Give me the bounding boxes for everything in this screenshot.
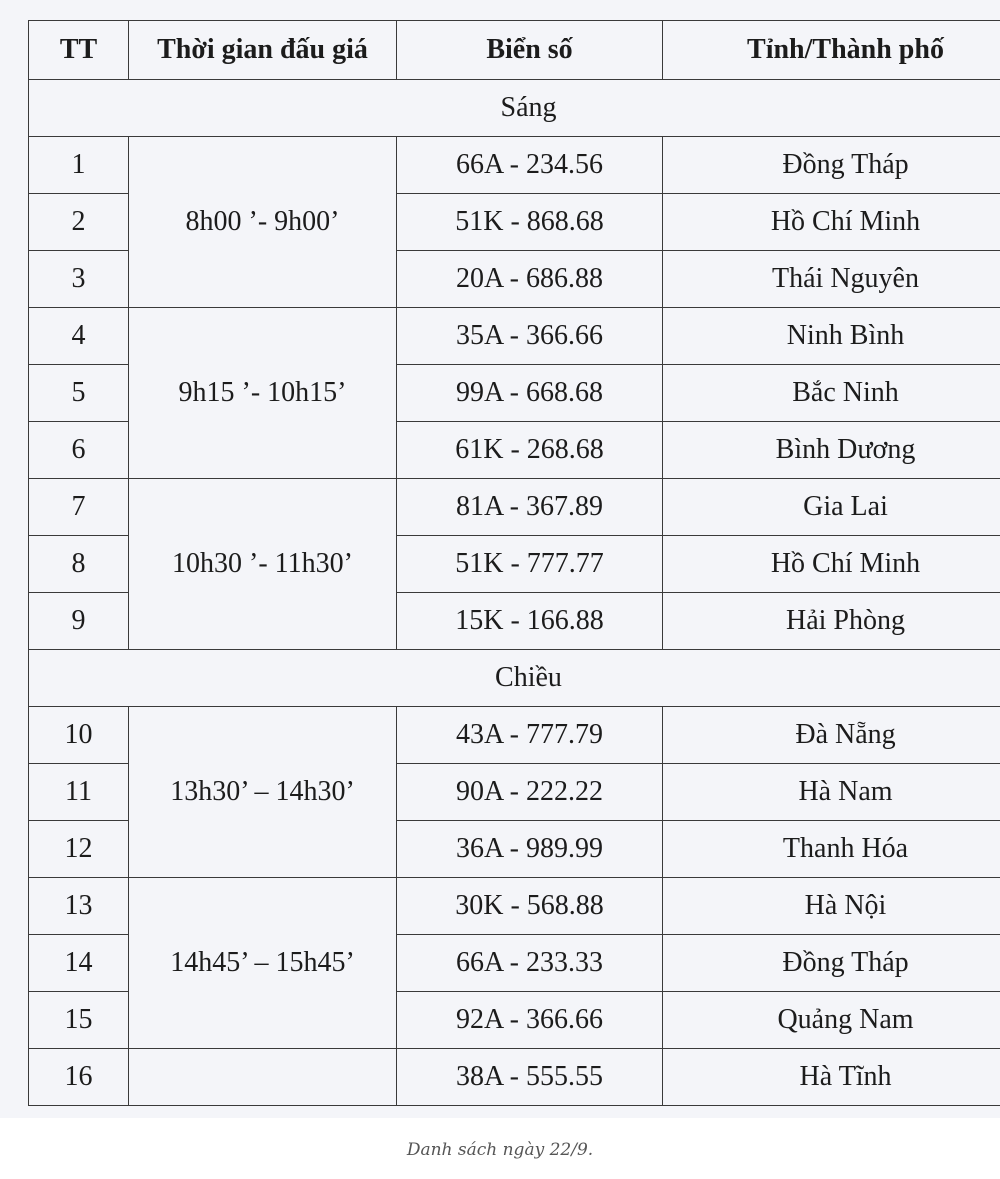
cell-auction-time: 9h15 ’- 10h15’ — [129, 308, 397, 479]
cell-province: Đồng Tháp — [663, 137, 1000, 194]
section-label: Chiều — [29, 650, 1000, 707]
cell-province: Quảng Nam — [663, 992, 1000, 1049]
cell-tt: 6 — [29, 422, 129, 479]
cell-plate-number: 92A - 366.66 — [397, 992, 663, 1049]
header-time: Thời gian đấu giá — [129, 21, 397, 80]
section-row — [29, 80, 1000, 137]
cell-tt: 12 — [29, 821, 129, 878]
cell-province: Thái Nguyên — [663, 251, 1000, 308]
cell-tt: 15 — [29, 992, 129, 1049]
cell-province: Đồng Tháp — [663, 935, 1000, 992]
cell-province: Ninh Bình — [663, 308, 1000, 365]
section-label: Sáng — [29, 80, 1000, 137]
cell-plate-number: 66A - 234.56 — [397, 137, 663, 194]
cell-province: Hồ Chí Minh — [663, 536, 1000, 593]
header-tt: TT — [29, 21, 129, 80]
cell-plate-number: 61K - 268.68 — [397, 422, 663, 479]
table-row — [29, 1049, 1000, 1106]
cell-tt: 5 — [29, 365, 129, 422]
auction-schedule-table — [28, 20, 1000, 1106]
header-row — [29, 21, 1000, 80]
cell-auction-time: 10h30 ’- 11h30’ — [129, 479, 397, 650]
table-body — [29, 80, 1000, 1106]
cell-plate-number: 99A - 668.68 — [397, 365, 663, 422]
cell-province: Hải Phòng — [663, 593, 1000, 650]
cell-province: Đà Nẵng — [663, 707, 1000, 764]
cell-auction-time — [129, 1049, 397, 1106]
cell-tt: 13 — [29, 878, 129, 935]
cell-plate-number: 20A - 686.88 — [397, 251, 663, 308]
cell-tt: 9 — [29, 593, 129, 650]
cell-province: Hồ Chí Minh — [663, 194, 1000, 251]
cell-tt: 2 — [29, 194, 129, 251]
cell-tt: 16 — [29, 1049, 129, 1106]
header-province: Tỉnh/Thành phố — [663, 21, 1000, 80]
cell-tt: 1 — [29, 137, 129, 194]
cell-tt: 8 — [29, 536, 129, 593]
cell-province: Thanh Hóa — [663, 821, 1000, 878]
cell-plate-number: 30K - 568.88 — [397, 878, 663, 935]
cell-tt: 10 — [29, 707, 129, 764]
header-plate: Biển số — [397, 21, 663, 80]
cell-tt: 11 — [29, 764, 129, 821]
image-caption: Danh sách ngày 22/9. — [406, 1140, 594, 1160]
cell-province: Hà Nam — [663, 764, 1000, 821]
table-row — [29, 479, 1000, 536]
cell-province: Hà Tĩnh — [663, 1049, 1000, 1106]
cell-tt: 4 — [29, 308, 129, 365]
cell-plate-number: 66A - 233.33 — [397, 935, 663, 992]
cell-tt: 7 — [29, 479, 129, 536]
cell-tt: 3 — [29, 251, 129, 308]
cell-province: Bình Dương — [663, 422, 1000, 479]
cell-province: Hà Nội — [663, 878, 1000, 935]
cell-tt: 14 — [29, 935, 129, 992]
cell-province: Gia Lai — [663, 479, 1000, 536]
cell-auction-time: 13h30’ – 14h30’ — [129, 707, 397, 878]
cell-auction-time: 14h45’ – 15h45’ — [129, 878, 397, 1049]
table-row — [29, 878, 1000, 935]
cell-plate-number: 90A - 222.22 — [397, 764, 663, 821]
cell-plate-number: 35A - 366.66 — [397, 308, 663, 365]
cell-auction-time: 8h00 ’- 9h00’ — [129, 137, 397, 308]
cell-plate-number: 51K - 868.68 — [397, 194, 663, 251]
section-row — [29, 650, 1000, 707]
table-row — [29, 308, 1000, 365]
cell-plate-number: 36A - 989.99 — [397, 821, 663, 878]
table-row — [29, 707, 1000, 764]
cell-plate-number: 51K - 777.77 — [397, 536, 663, 593]
cell-plate-number: 15K - 166.88 — [397, 593, 663, 650]
cell-plate-number: 43A - 777.79 — [397, 707, 663, 764]
cell-plate-number: 38A - 555.55 — [397, 1049, 663, 1106]
table-row — [29, 137, 1000, 194]
cell-plate-number: 81A - 367.89 — [397, 479, 663, 536]
cell-province: Bắc Ninh — [663, 365, 1000, 422]
